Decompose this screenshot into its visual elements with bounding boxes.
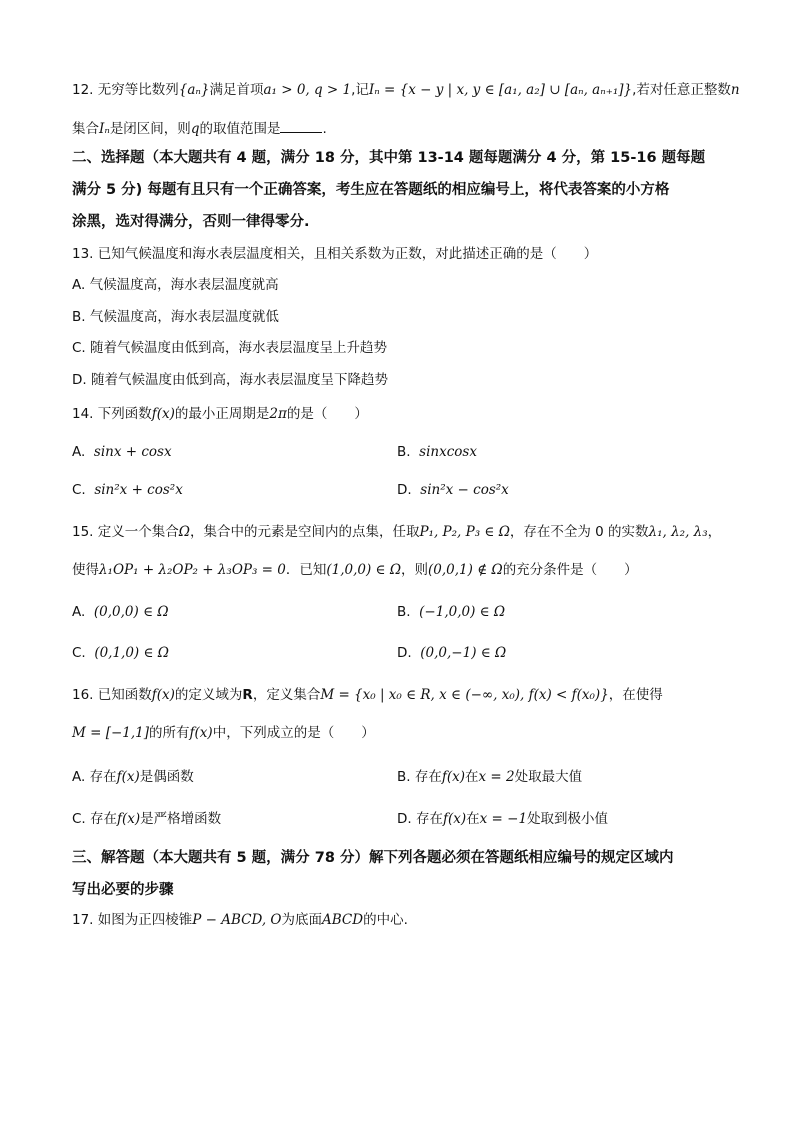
q15-option-d: D. (0,0,−1) ∈ Ω <box>397 645 507 661</box>
section-3-heading: 三、解答题（本大题共有 5 题，满分 78 分）解下列各题必须在答题纸相应编号的规定区域内 <box>72 850 674 866</box>
section-3-heading-cont: 写出必要的步骤 <box>72 882 174 898</box>
q13-stem: 13. 已知气候温度和海水表层温度相关，且相关系数为正数，对此描述正确的是（ ） <box>72 246 598 262</box>
q15-line1: 15. 定义一个集合Ω，集合中的元素是空间内的点集，任取P₁, P₂, P₃ ∈ Ω，存在不全为 0 的实数λ₁, λ₂, λ₃， <box>72 524 722 540</box>
sequence-symbol: {aₙ} <box>178 82 210 98</box>
q15-line2: 使得λ₁OP₁ + λ₂OP₂ + λ₃OP₃ = 0．已知(1,0,0) ∈ Ω，则(0,0,1) ∉ Ω的充分条件是（ ） <box>72 562 638 578</box>
section-2-heading-cont: 满分 5 分) 每题有且只有一个正确答案，考生应在答题纸的相应编号上，将代表答案的小方格 <box>72 182 670 198</box>
answer-blank <box>280 118 322 133</box>
q16-option-d: D. 存在f(x)在x = −1处取到极小值 <box>397 811 609 827</box>
q12-line1: 12. 无穷等比数列{aₙ}满足首项a₁ > 0, q > 1,记Iₙ = {x − y | x, y ∈ [a₁, a₂] ∪ [aₙ, aₙ₊₁]},若对任意正整数n <box>72 82 740 98</box>
q14-option-b: B. sinxcosx <box>397 444 477 460</box>
q12-set-definition: Iₙ = {x − y | x, y ∈ [a₁, a₂] ∪ [aₙ, aₙ₊₁]} <box>368 82 633 98</box>
vector-equation: λ₁OP₁ + λ₂OP₂ + λ₃OP₃ = 0 <box>99 562 286 578</box>
q13-option-a: A. 气候温度高，海水表层温度就高 <box>72 277 279 293</box>
q16-option-c: C. 存在f(x)是严格增函数 <box>72 811 222 827</box>
q17-stem: 17. 如图为正四棱锥P − ABCD, O为底面ABCD的中心. <box>72 912 408 928</box>
q16-line1: 16. 已知函数f(x)的定义域为R，定义集合M = {x₀ | x₀ ∈ R, x ∈ (−∞, x₀), f(x) < f(x₀)}，在使得 <box>72 687 663 703</box>
q15-option-a: A. (0,0,0) ∈ Ω <box>72 604 169 620</box>
q15-option-c: C. (0,1,0) ∈ Ω <box>72 645 169 661</box>
q14-stem: 14. 下列函数f(x)的最小正周期是2π的是（ ） <box>72 406 368 422</box>
q14-option-c: C. sin²x + cos²x <box>72 482 183 498</box>
q14-option-d: D. sin²x − cos²x <box>397 482 509 498</box>
q12-condition: a₁ > 0, q > 1 <box>263 82 352 98</box>
q15-option-b: B. (−1,0,0) ∈ Ω <box>397 604 506 620</box>
section-2-heading-cont2: 涂黑，选对得满分，否则一律得零分. <box>72 214 310 230</box>
q16-option-a: A. 存在f(x)是偶函数 <box>72 769 194 785</box>
q14-option-a: A. sinx + cosx <box>72 444 172 460</box>
q16-option-b: B. 存在f(x)在x = 2处取最大值 <box>397 769 583 785</box>
q16-line2: M = [−1,1]的所有f(x)中，下列成立的是（ ） <box>72 725 375 741</box>
section-2-heading: 二、选择题（本大题共有 4 题，满分 18 分，其中第 13-14 题每题满分 4 分，第 15-16 题每题 <box>72 150 706 166</box>
q13-option-d: D. 随着气候温度由低到高，海水表层温度呈下降趋势 <box>72 372 388 388</box>
q12-line2: 集合Iₙ是闭区间，则q的取值范围是 . <box>72 118 327 139</box>
q13-option-b: B. 气候温度高，海水表层温度就低 <box>72 309 279 325</box>
set-m-definition: M = {x₀ | x₀ ∈ R, x ∈ (−∞, x₀), f(x) < f(x₀)} <box>320 687 609 703</box>
q13-option-c: C. 随着气候温度由低到高，海水表层温度呈上升趋势 <box>72 340 388 356</box>
